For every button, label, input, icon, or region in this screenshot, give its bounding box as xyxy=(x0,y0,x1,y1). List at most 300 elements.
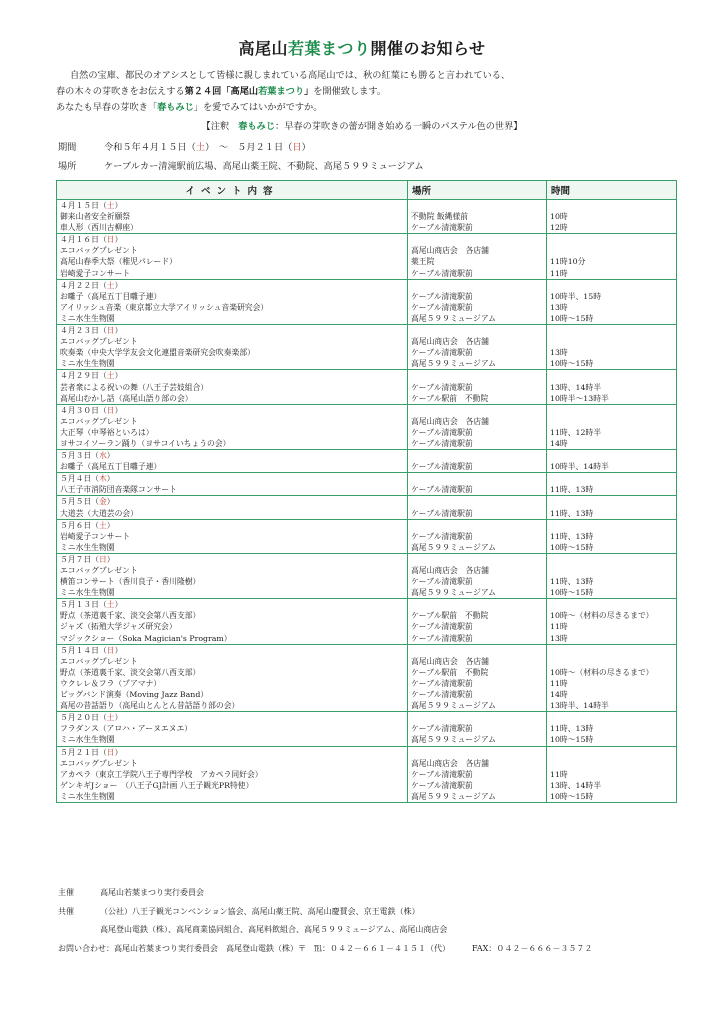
date-cell xyxy=(57,200,408,212)
event-name: エコバッグプレゼント xyxy=(57,758,408,769)
table-header-row xyxy=(57,181,677,200)
event-time xyxy=(547,565,677,576)
event-place: ケーブル清滝駅前 xyxy=(408,678,547,689)
table-row xyxy=(57,723,677,734)
event-place: ケーブル清滝駅前 xyxy=(408,484,547,496)
event-place: 高尾山商店会 各店舗 xyxy=(408,416,547,427)
date-text: ５月３日（ xyxy=(60,451,99,461)
date-row xyxy=(57,712,677,724)
date-cell xyxy=(57,370,408,382)
intro-paragraph xyxy=(56,68,676,116)
date-time-empty xyxy=(547,746,677,758)
event-name: 車人形（西川古柳座） xyxy=(57,222,408,234)
event-place: 高尾５９９ミュージアム xyxy=(408,734,547,746)
event-name: ビッグバンド演奏（Moving Jazz Band） xyxy=(57,689,408,700)
date-time-empty xyxy=(547,553,677,565)
event-time: 11時、13時 xyxy=(547,508,677,520)
event-name: エコバッグプレゼント xyxy=(57,245,408,256)
title-green: 若葉まつり xyxy=(287,39,371,58)
event-name: 吹奏楽（中央大学学友会文化連盟音楽研究会吹奏楽部） xyxy=(57,347,408,358)
event-place: ケーブル駅前 不動院 xyxy=(408,667,547,678)
table-row xyxy=(57,291,677,302)
event-time: 11時10分 xyxy=(547,256,677,267)
contact-fax: FAX：０４２－６６６－３５７２ xyxy=(472,944,593,953)
event-place: ケーブル清滝駅前 xyxy=(408,780,547,791)
date-text: ５月１３日（ xyxy=(60,600,107,610)
day-of-week: 水 xyxy=(98,451,107,461)
date-text: ５月１４日（ xyxy=(60,645,107,655)
page-title xyxy=(0,36,724,59)
event-place: ケーブル駅前 不動院 xyxy=(408,610,547,621)
organizer-label: 主催 xyxy=(58,888,74,897)
date-row xyxy=(57,553,677,565)
date-place-empty xyxy=(408,496,547,508)
event-name: ミニ水生生物園 xyxy=(57,791,408,803)
table-row xyxy=(57,610,677,621)
event-name: ミニ水生生物園 xyxy=(57,587,408,599)
table-row xyxy=(57,245,677,256)
table-row xyxy=(57,758,677,769)
event-name: 芸者衆による祝いの舞（八王子芸妓組合） xyxy=(57,382,408,393)
event-name: 横笛コンサート（香川良子・香川隆樹） xyxy=(57,576,408,587)
date-cell xyxy=(57,234,408,246)
date-close: ） xyxy=(114,600,123,610)
date-cell xyxy=(57,746,408,758)
event-time: 11時、13時 xyxy=(547,723,677,734)
event-place: ケーブル清滝駅前 xyxy=(408,576,547,587)
event-place: ケーブル清滝駅前 xyxy=(408,689,547,700)
day-of-week: 土 xyxy=(106,280,115,290)
event-name: アイリッシュ音楽（東京都立大学アイリッシュ音楽研究会） xyxy=(57,302,408,313)
date-time-empty xyxy=(547,473,677,485)
event-name: ミニ水生生物園 xyxy=(57,734,408,746)
date-close: ） xyxy=(106,451,115,461)
day-of-week: 金 xyxy=(98,497,107,507)
date-place-empty xyxy=(408,712,547,724)
intro-line-3c: 」を愛でみてはいかがですか。 xyxy=(193,102,323,113)
date-row xyxy=(57,404,677,416)
event-time: 13時、14時半 xyxy=(547,780,677,791)
date-text: ５月２１日（ xyxy=(60,747,107,757)
event-place: 高尾山商店会 各店舗 xyxy=(408,656,547,667)
date-text: ４月２９日（ xyxy=(60,371,107,381)
note-c: ：早春の芽吹きの蕾が開き始める一瞬のパステル色の世界】 xyxy=(275,121,523,132)
table-row xyxy=(57,531,677,542)
intro-line-2c: 若葉まつり xyxy=(258,86,305,97)
date-place-empty xyxy=(408,404,547,416)
date-close: ） xyxy=(106,474,115,484)
table-row xyxy=(57,667,677,678)
date-place-empty xyxy=(408,200,547,212)
date-cell xyxy=(57,599,408,611)
date-close: ） xyxy=(114,713,123,723)
organizer-row xyxy=(58,887,204,898)
table-row xyxy=(57,313,677,325)
period-b: 土 xyxy=(195,142,206,153)
event-name: お囃子（高尾五丁目囃子連） xyxy=(57,461,408,473)
venue-value: ケーブルカー清滝駅前広場、高尾山薬王院、不動院、高尾５９９ミュージアム xyxy=(104,161,424,172)
table-row xyxy=(57,542,677,554)
event-time xyxy=(547,656,677,667)
event-name: フラダンス（アロハ・アーヌエヌエ） xyxy=(57,723,408,734)
date-time-empty xyxy=(547,519,677,531)
date-cell xyxy=(57,519,408,531)
date-cell xyxy=(57,496,408,508)
event-place: 高尾山商店会 各店舗 xyxy=(408,245,547,256)
event-place: ケーブル清滝駅前 xyxy=(408,508,547,520)
intro-line-2 xyxy=(56,84,676,100)
title-suffix: 開催のお知らせ xyxy=(370,39,486,58)
date-time-empty xyxy=(547,496,677,508)
event-name: 大正琴（中琴裕といろは） xyxy=(57,427,408,438)
date-place-empty xyxy=(408,234,547,246)
event-place: 高尾５９９ミュージアム xyxy=(408,313,547,325)
intro-line-2e: を開催致します。 xyxy=(313,86,387,97)
date-place-empty xyxy=(408,644,547,656)
table-row xyxy=(57,358,677,370)
event-name: 野点（茶道裏千家、淡交会第八西支部） xyxy=(57,610,408,621)
event-time: 10時半、15時 xyxy=(547,291,677,302)
note-b: 春もみじ xyxy=(238,121,276,132)
event-time: 10時〜15時 xyxy=(547,587,677,599)
event-name: 八王子市消防団音楽隊コンサート xyxy=(57,484,408,496)
table-row xyxy=(57,347,677,358)
event-place: 高尾５９９ミュージアム xyxy=(408,542,547,554)
date-row xyxy=(57,599,677,611)
organizer-value: 高尾山若葉まつり実行委員会 xyxy=(100,888,204,897)
event-place: 高尾５９９ミュージアム xyxy=(408,587,547,599)
date-time-empty xyxy=(547,599,677,611)
event-place: 高尾山商店会 各店舗 xyxy=(408,336,547,347)
cosponsor-row-2 xyxy=(100,924,447,935)
venue-row xyxy=(58,158,424,172)
event-place: 高尾５９９ミュージアム xyxy=(408,791,547,803)
event-place: ケーブル清滝駅前 xyxy=(408,769,547,780)
event-name: ミニ水生生物園 xyxy=(57,313,408,325)
event-time: 11時、13時 xyxy=(547,531,677,542)
date-cell xyxy=(57,325,408,337)
period-a: 令和５年４月１５日（ xyxy=(104,142,196,153)
date-row xyxy=(57,279,677,291)
event-table-wrap xyxy=(56,180,676,803)
contact-row xyxy=(58,943,592,954)
event-time: 10時〜（材料の尽きるまで） xyxy=(547,667,677,678)
event-place: ケーブル清滝駅前 xyxy=(408,621,547,632)
day-of-week: 日 xyxy=(98,554,107,564)
event-place: ケーブル清滝駅前 xyxy=(408,723,547,734)
event-place: ケーブル清滝駅前 xyxy=(408,347,547,358)
date-close: ） xyxy=(114,747,123,757)
event-name: アカペラ（東京工学院八王子専門学校 アカペラ同好会） xyxy=(57,769,408,780)
table-row xyxy=(57,427,677,438)
date-time-empty xyxy=(547,279,677,291)
event-name: ミニ水生生物園 xyxy=(57,542,408,554)
event-name: ウクレレ＆フラ（プアマナ） xyxy=(57,678,408,689)
table-row xyxy=(57,769,677,780)
period-e: ） xyxy=(301,142,311,153)
day-of-week: 土 xyxy=(106,371,115,381)
table-row xyxy=(57,461,677,473)
date-place-empty xyxy=(408,599,547,611)
event-name: マジックショー（Soka Magician's Program） xyxy=(57,633,408,645)
note-line xyxy=(0,118,724,132)
event-place: ケーブル清滝駅前 xyxy=(408,531,547,542)
date-row xyxy=(57,325,677,337)
cosponsor-line-1: （公社）八王子観光コンベンション協会、高尾山薬王院、高尾山慶賛会、京王電鉄（株） xyxy=(100,907,420,916)
date-close: ） xyxy=(114,235,123,245)
table-row xyxy=(57,336,677,347)
event-time: 10時〜15時 xyxy=(547,313,677,325)
table-row xyxy=(57,302,677,313)
table-row xyxy=(57,222,677,234)
event-place: ケーブル清滝駅前 xyxy=(408,427,547,438)
event-time: 12時 xyxy=(547,222,677,234)
date-row xyxy=(57,644,677,656)
day-of-week: 日 xyxy=(106,405,115,415)
date-row xyxy=(57,473,677,485)
table-row xyxy=(57,416,677,427)
date-row xyxy=(57,450,677,462)
date-row xyxy=(57,496,677,508)
event-time: 13時 xyxy=(547,347,677,358)
cosponsor-label: 共催 xyxy=(58,907,74,916)
table-row xyxy=(57,484,677,496)
table-row xyxy=(57,268,677,280)
cosponsor-row xyxy=(58,906,420,917)
event-place: ケーブル清滝駅前 xyxy=(408,268,547,280)
event-time: 11時、13時 xyxy=(547,484,677,496)
event-name: 高尾山春季大祭（稚児パレード） xyxy=(57,256,408,267)
date-cell xyxy=(57,712,408,724)
event-name: 高尾山むかし話（高尾山語り部の会） xyxy=(57,393,408,405)
event-time xyxy=(547,758,677,769)
event-time xyxy=(547,416,677,427)
event-place: 高尾５９９ミュージアム xyxy=(408,358,547,370)
date-text: ４月２２日（ xyxy=(60,280,107,290)
event-place: ケーブル清滝駅前 xyxy=(408,382,547,393)
date-time-empty xyxy=(547,200,677,212)
event-time: 14時 xyxy=(547,689,677,700)
table-row xyxy=(57,656,677,667)
table-row xyxy=(57,633,677,645)
event-place: ケーブル清滝駅前 xyxy=(408,291,547,302)
date-time-empty xyxy=(547,450,677,462)
day-of-week: 木 xyxy=(98,474,107,484)
date-place-empty xyxy=(408,553,547,565)
date-close: ） xyxy=(114,326,123,336)
event-name: エコバッグプレゼント xyxy=(57,656,408,667)
event-name: エコバッグプレゼント xyxy=(57,416,408,427)
event-name: ミニ水生生物園 xyxy=(57,358,408,370)
event-time: 10時〜15時 xyxy=(547,791,677,803)
cosponsor-line-2: 高尾登山電鉄（株）、高尾商業協同組合、高尾料飲組合、高尾５９９ミュージアム、高尾山商店会 xyxy=(100,925,448,934)
date-cell xyxy=(57,473,408,485)
period-c: ） 〜 ５月２１日（ xyxy=(205,142,293,153)
contact-tel: 〒 ℡：０４２－６６１－４１５１（代） xyxy=(298,944,450,953)
table-row xyxy=(57,689,677,700)
table-row xyxy=(57,382,677,393)
event-place: ケーブル清滝駅前 xyxy=(408,438,547,450)
date-cell xyxy=(57,404,408,416)
date-close: ） xyxy=(114,201,123,210)
date-row xyxy=(57,746,677,758)
table-row xyxy=(57,780,677,791)
intro-line-3a: あなたも早春の芽吹き「 xyxy=(56,102,158,113)
event-time xyxy=(547,245,677,256)
event-place: ケーブル清滝駅前 xyxy=(408,461,547,473)
day-of-week: 日 xyxy=(106,645,115,655)
table-row xyxy=(57,565,677,576)
date-close: ） xyxy=(106,497,115,507)
date-text: ４月１６日（ xyxy=(60,235,107,245)
event-time: 13時 xyxy=(547,633,677,645)
event-name: 大道芸（大道芸の会） xyxy=(57,508,408,520)
event-place: ケーブル清滝駅前 xyxy=(408,633,547,645)
date-close: ） xyxy=(114,645,123,655)
event-time: 10時 xyxy=(547,211,677,222)
day-of-week: 土 xyxy=(98,520,107,530)
header-place: 場所 xyxy=(408,181,547,200)
event-time: 11時 xyxy=(547,678,677,689)
date-text: ５月７日（ xyxy=(60,554,99,564)
event-place: 高尾５９９ミュージアム xyxy=(408,700,547,712)
event-name: エコバッグプレゼント xyxy=(57,565,408,576)
table-row xyxy=(57,700,677,712)
event-place: 高尾山商店会 各店舗 xyxy=(408,565,547,576)
day-of-week: 日 xyxy=(106,235,115,245)
date-cell xyxy=(57,279,408,291)
date-text: ５月６日（ xyxy=(60,520,99,530)
date-close: ） xyxy=(114,405,123,415)
event-time: 10時〜15時 xyxy=(547,542,677,554)
event-name: エコバッグプレゼント xyxy=(57,336,408,347)
event-place: ケーブル清滝駅前 xyxy=(408,222,547,234)
table-row xyxy=(57,393,677,405)
header-time: 時間 xyxy=(547,181,677,200)
date-place-empty xyxy=(408,450,547,462)
day-of-week: 土 xyxy=(106,600,115,610)
event-time: 10時半〜13時半 xyxy=(547,393,677,405)
date-text: ５月２０日（ xyxy=(60,713,107,723)
event-time: 11時、12時半 xyxy=(547,427,677,438)
date-row xyxy=(57,370,677,382)
date-close: ） xyxy=(114,280,123,290)
contact-text: お問い合わせ：高尾山若葉まつり実行委員会 高尾登山電鉄（株） xyxy=(58,944,298,953)
event-name: 御来山者安全祈願祭 xyxy=(57,211,408,222)
date-row xyxy=(57,234,677,246)
event-time: 11時 xyxy=(547,621,677,632)
event-name: ゲンキギJショー （八王子GJ計画 八王子観光PR特使） xyxy=(57,780,408,791)
date-place-empty xyxy=(408,370,547,382)
intro-line-2d: 」 xyxy=(304,86,314,97)
event-time: 14時 xyxy=(547,438,677,450)
table-row xyxy=(57,211,677,222)
event-time: 10時〜15時 xyxy=(547,734,677,746)
table-row xyxy=(57,587,677,599)
table-row xyxy=(57,576,677,587)
period-label: 期間 xyxy=(58,142,77,153)
title-prefix: 高尾山 xyxy=(238,39,288,58)
event-place: 薬王院 xyxy=(408,256,547,267)
date-close: ） xyxy=(106,554,115,564)
event-name: 岩崎愛子コンサート xyxy=(57,531,408,542)
event-name: お囃子（高尾五丁目囃子連） xyxy=(57,291,408,302)
date-cell xyxy=(57,450,408,462)
event-place: ケーブル清滝駅前 xyxy=(408,302,547,313)
event-place: ケーブル駅前 不動院 xyxy=(408,393,547,405)
date-text: ４月３０日（ xyxy=(60,405,107,415)
date-cell xyxy=(57,644,408,656)
event-time: 11時 xyxy=(547,769,677,780)
event-name: ヨサコイソーラン踊り（ヨサコイいちょうの会） xyxy=(57,438,408,450)
date-cell xyxy=(57,553,408,565)
event-time: 13時、14時半 xyxy=(547,382,677,393)
date-text: ４月１５日（ xyxy=(60,201,107,210)
intro-line-2b: 第２４回「高尾山 xyxy=(184,86,259,97)
period-d: 日 xyxy=(292,142,302,153)
table-row xyxy=(57,791,677,803)
table-row xyxy=(57,621,677,632)
date-place-empty xyxy=(408,473,547,485)
event-time: 10時〜（材料の尽きるまで） xyxy=(547,610,677,621)
date-close: ） xyxy=(106,520,115,530)
date-time-empty xyxy=(547,325,677,337)
event-name: ジャズ（拓殖大学ジャズ研究会） xyxy=(57,621,408,632)
date-place-empty xyxy=(408,279,547,291)
day-of-week: 日 xyxy=(106,747,115,757)
event-name: 高尾の昔話語り（高尾山とんとん昔話語り部の会） xyxy=(57,700,408,712)
table-row xyxy=(57,256,677,267)
intro-line-2a: 春の木々の芽吹きをお伝えする xyxy=(56,86,185,97)
day-of-week: 日 xyxy=(106,326,115,336)
date-place-empty xyxy=(408,519,547,531)
date-close: ） xyxy=(114,371,123,381)
date-text: ４月２３日（ xyxy=(60,326,107,336)
date-place-empty xyxy=(408,746,547,758)
date-time-empty xyxy=(547,404,677,416)
event-time: 10時半、14時半 xyxy=(547,461,677,473)
date-place-empty xyxy=(408,325,547,337)
date-text: ５月４日（ xyxy=(60,474,99,484)
intro-line-3b: 春もみじ xyxy=(157,102,194,113)
table-row xyxy=(57,678,677,689)
table-row xyxy=(57,438,677,450)
intro-line-3 xyxy=(56,100,676,116)
event-place: 不動院 飯縄様前 xyxy=(408,211,547,222)
date-text: ５月５日（ xyxy=(60,497,99,507)
date-row xyxy=(57,200,677,212)
event-name: 岩崎愛子コンサート xyxy=(57,268,408,280)
header-event: イベント内容 xyxy=(57,181,408,200)
date-time-empty xyxy=(547,644,677,656)
intro-line-1: 自然の宝庫、都民のオアシスとして皆様に親しまれている高尾山では、秋の紅葉にも勝ると言われている、 xyxy=(70,70,511,81)
event-time: 10時〜15時 xyxy=(547,358,677,370)
event-time: 11時 xyxy=(547,268,677,280)
date-row xyxy=(57,519,677,531)
event-table xyxy=(56,180,677,803)
period-row xyxy=(58,139,311,153)
event-time: 13時 xyxy=(547,302,677,313)
event-time: 13時半、14時半 xyxy=(547,700,677,712)
date-time-empty xyxy=(547,370,677,382)
event-name: 野点（茶道裏千家、淡交会第八西支部） xyxy=(57,667,408,678)
event-time xyxy=(547,336,677,347)
event-table-body xyxy=(57,200,677,803)
day-of-week: 土 xyxy=(106,713,115,723)
note-a: 【注釈 xyxy=(201,121,239,132)
date-time-empty xyxy=(547,234,677,246)
table-row xyxy=(57,508,677,520)
